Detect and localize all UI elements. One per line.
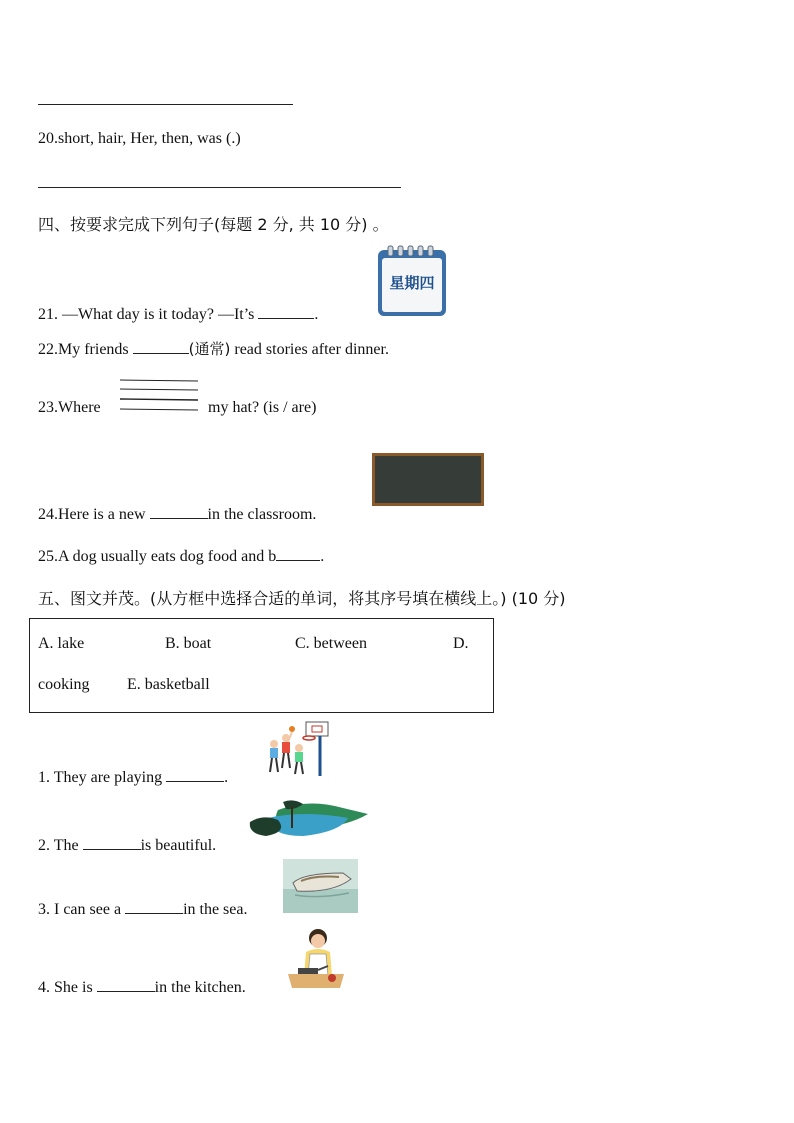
p1-suffix: . (224, 769, 229, 786)
word-option-c: C. between (295, 635, 367, 652)
q24-prefix: 24.Here is a new (38, 506, 146, 523)
boat-icon (283, 859, 358, 913)
blackboard-icon (372, 453, 484, 506)
q21-prefix: 21. —What day is it today? —It’s (38, 306, 255, 323)
q22-blank[interactable] (133, 339, 189, 354)
q25-prefix: 25.A dog usually eats dog food and b (38, 548, 277, 565)
p1-prefix: 1. They are playing (38, 769, 163, 786)
calendar-image (376, 244, 448, 318)
answer-line-20[interactable] (38, 187, 401, 188)
word-box (29, 618, 494, 713)
q24-blank[interactable] (150, 504, 208, 519)
word-option-b: B. boat (165, 635, 212, 652)
picture-question-1 (38, 767, 228, 787)
p1-blank[interactable] (166, 767, 224, 782)
answer-line-19[interactable] (38, 104, 293, 105)
boat-image (283, 859, 358, 913)
q25-blank[interactable] (276, 546, 320, 561)
q22-hint: (通常) (188, 340, 231, 358)
writing-lines-icon (118, 378, 200, 412)
picture-question-4 (38, 977, 246, 997)
word-option-e: E. basketball (127, 676, 210, 693)
p4-suffix: in the kitchen. (154, 979, 246, 996)
p2-prefix: 2. The (38, 837, 79, 854)
question-24 (38, 504, 316, 524)
question-23-prefix: 23.Where (38, 399, 101, 416)
q22-prefix: 22.My friends (38, 341, 129, 358)
cooking-girl-icon (284, 926, 348, 992)
basketball-players-icon (262, 720, 332, 780)
p2-blank[interactable] (83, 835, 141, 850)
basketball-image (262, 720, 332, 780)
question-25 (38, 546, 324, 566)
word-option-a: A. lake (38, 635, 85, 652)
section-5-title: 五、图文并茂。(从方框中选择合适的单词，将其序号填在横线上。) (10 分) (38, 589, 566, 608)
p3-blank[interactable] (125, 899, 183, 914)
question-20: 20.short, hair, Her, then, was (.) (38, 130, 241, 147)
q24-suffix: in the classroom. (207, 506, 317, 523)
lake-image (248, 800, 370, 840)
question-22 (38, 338, 389, 359)
p4-prefix: 4. She is (38, 979, 93, 996)
word-option-d: D. (453, 635, 469, 652)
word-option-d-continued: cooking (38, 676, 90, 693)
cooking-image (284, 926, 348, 992)
picture-question-2 (38, 835, 216, 855)
question-23-suffix: my hat? (is / are) (208, 399, 317, 416)
p4-blank[interactable] (97, 977, 155, 992)
blackboard-image (372, 453, 484, 506)
picture-question-3 (38, 899, 247, 919)
q21-blank[interactable] (258, 304, 314, 319)
p3-suffix: in the sea. (183, 901, 248, 918)
calendar-label: 星期四 (389, 274, 435, 292)
q21-suffix: . (314, 306, 319, 323)
section-4-title: 四、按要求完成下列句子(每题 2 分, 共 10 分) 。 (38, 215, 389, 234)
q25-suffix: . (320, 548, 325, 565)
q22-suffix: read stories after dinner. (234, 341, 389, 358)
q23-writing-lines[interactable] (118, 378, 200, 412)
lake-scene-icon (248, 800, 370, 840)
question-21 (38, 304, 318, 324)
p3-prefix: 3. I can see a (38, 901, 122, 918)
p2-suffix: is beautiful. (140, 837, 217, 854)
